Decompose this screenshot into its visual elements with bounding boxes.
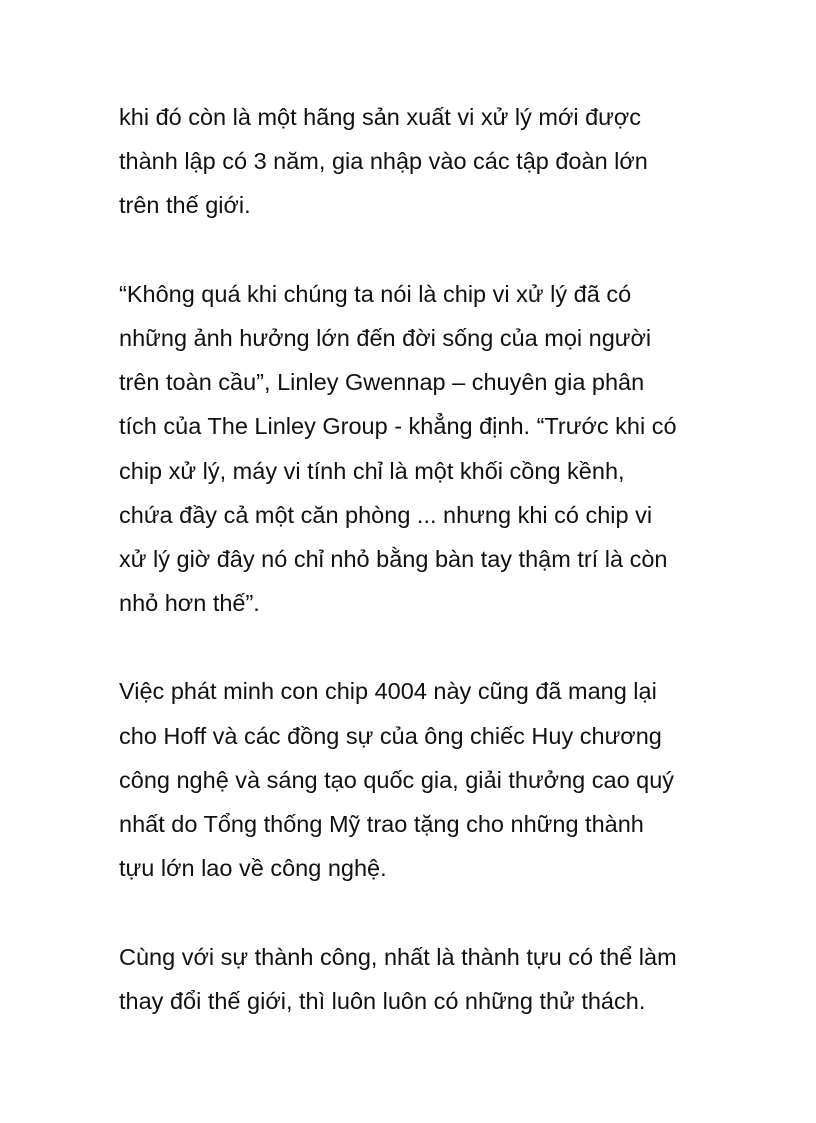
text-line: trên thế giới.: [119, 192, 251, 219]
paragraph-spacer: [119, 228, 759, 272]
paragraph-3: [119, 669, 759, 890]
text-line: những ảnh hưởng lớn đến đời sống của mọi người: [119, 324, 652, 351]
text-line: chip xử lý, máy vi tính chỉ là một khối cồng kềnh,: [119, 457, 625, 484]
text-line: thành lập có 3 năm, gia nhập vào các tập đoàn lớn: [119, 148, 648, 175]
paragraph-1: [119, 95, 759, 228]
text-line: thay đổi thế giới, thì luôn luôn có những thử thách.: [119, 987, 646, 1014]
text-line: tựu lớn lao về công nghệ.: [119, 855, 387, 882]
document-body: [119, 95, 759, 1023]
text-line: chứa đầy cả một căn phòng ... nhưng khi có chip vi: [119, 501, 653, 528]
text-line: Việc phát minh con chip 4004 này cũng đã mang lại: [119, 678, 657, 705]
text-line: nhất do Tổng thống Mỹ trao tặng cho những thành: [119, 811, 644, 837]
text-line: nhỏ hơn thế”.: [119, 590, 260, 617]
text-line: công nghệ và sáng tạo quốc gia, giải thưởng cao quý: [119, 766, 675, 793]
paragraph-spacer: [119, 890, 759, 934]
text-line: tích của The Linley Group - khẳng định. “Trước khi có: [119, 413, 677, 440]
text-line: khi đó còn là một hãng sản xuất vi xử lý mới được: [119, 104, 642, 130]
text-line: “Không quá khi chúng ta nói là chip vi xử lý đã có: [119, 280, 632, 307]
text-line: Cùng với sự thành công, nhất là thành tựu có thể làm: [119, 943, 677, 970]
text-line: trên toàn cầu”, Linley Gwennap – chuyên gia phân: [119, 369, 645, 396]
paragraph-2: [119, 272, 759, 626]
paragraph-spacer: [119, 625, 759, 669]
text-line: xử lý giờ đây nó chỉ nhỏ bằng bàn tay thậm trí là còn: [119, 545, 668, 572]
paragraph-4: [119, 935, 759, 1023]
text-line: cho Hoff và các đồng sự của ông chiếc Huy chương: [119, 722, 662, 749]
